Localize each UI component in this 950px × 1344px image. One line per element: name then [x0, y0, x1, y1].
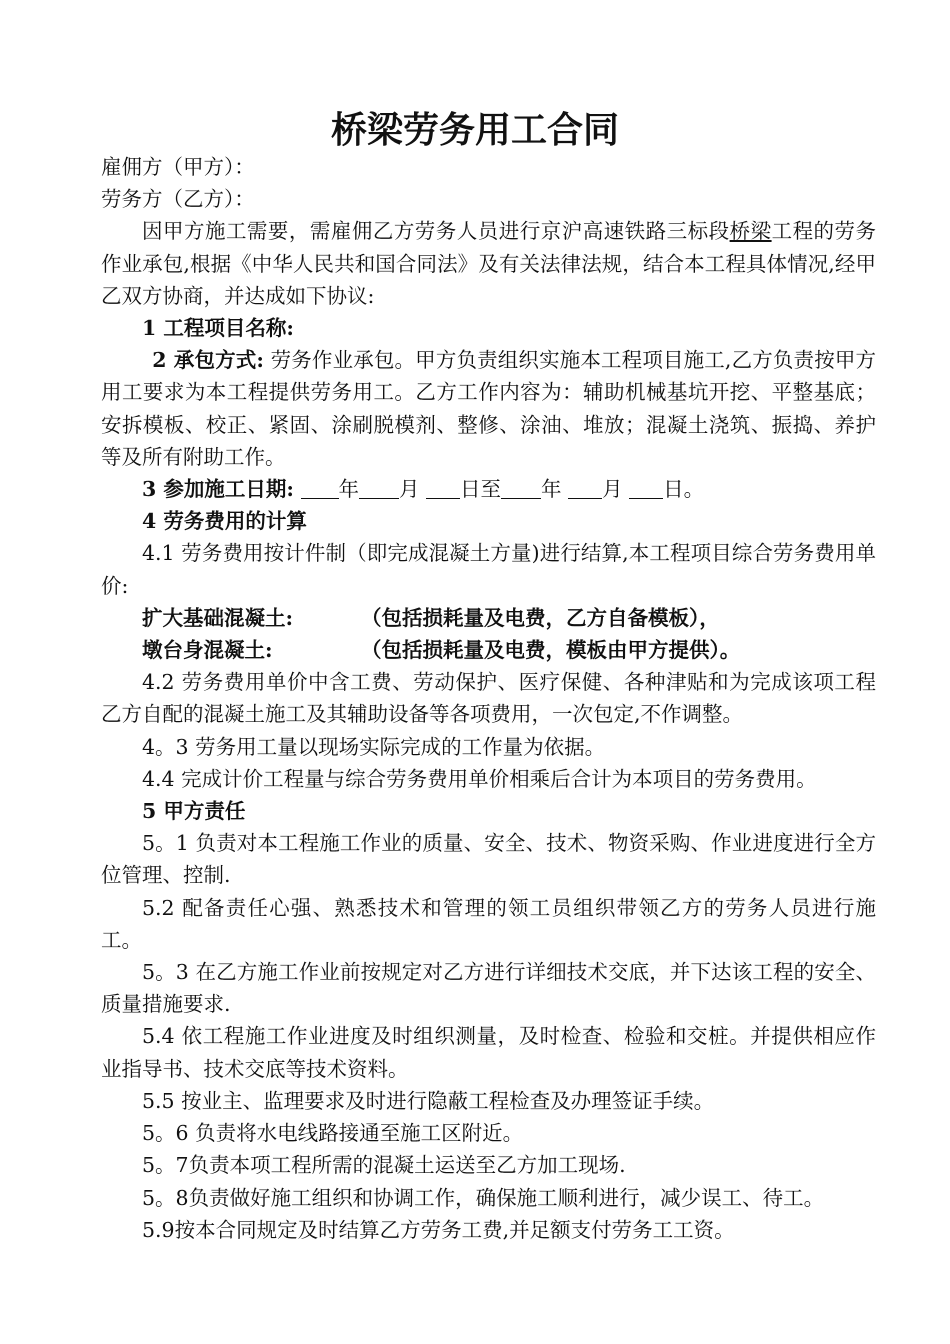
- section-5-item: 5。6 负责将水电线路接通至施工区附近。: [142, 1121, 524, 1146]
- section-5-heading: 5 甲方责任: [142, 799, 246, 824]
- section-5-item: 5.2 配备责任心强、熟悉技术和管理的领工员组织带领乙方的劳务人员进行施工。: [101, 895, 876, 952]
- date-day-2: 日。: [663, 477, 705, 502]
- section-4-2: 4.2 劳务费用单价中含工费、劳动保护、医疗保健、各种津贴和为完成该项工程乙方自配的混凝土施工及其辅助设备等各项费用，一次包定,不作调整。: [101, 670, 876, 727]
- date-blank: [501, 478, 541, 499]
- date-blank: [568, 478, 602, 499]
- intro-text-post: 工程的劳务作业承包,根据《中华人民共和国合同法》及有关法律法规，结合本工程具体情况,经甲乙双方协商，并达成如下协议:: [101, 219, 877, 308]
- date-month-2: 月: [602, 477, 623, 502]
- section-5-item: 5.4 依工程施工作业进度及时组织测量，及时检查、检验和交桩。并提供相应作业指导书、技术交底等技术资料。: [101, 1024, 876, 1081]
- party-a-line: 雇佣方（甲方）：: [101, 155, 255, 179]
- section-4-1: 4.1 劳务费用按计件制（即完成混凝土方量)进行结算,本工程项目综合劳务费用单价:: [101, 541, 876, 598]
- intro-text-pre: 因甲方施工需要，需雇佣乙方劳务人员进行京沪高速铁路三标段: [142, 219, 730, 244]
- intro-paragraph: [101, 215, 876, 312]
- party-b-line: 劳务方（乙方）：: [101, 187, 255, 212]
- date-blank: [359, 478, 399, 499]
- price-row-2-note: （包括损耗量及电费，模板由甲方提供）。: [361, 638, 741, 663]
- section-2-heading: 2 承包方式:: [152, 348, 264, 373]
- price-row-1-label: 扩大基础混凝土:: [142, 605, 294, 630]
- date-blank: [629, 478, 663, 499]
- section-5-item: 5。3 在乙方施工作业前按规定对乙方进行详细技术交底，并下达该工程的安全、质量措施要求.: [101, 960, 876, 1017]
- section-1-heading: 1 工程项目名称:: [142, 316, 294, 341]
- price-row-pier: [101, 634, 876, 666]
- section-2-paragraph: [101, 344, 876, 473]
- price-row-foundation: [101, 602, 876, 634]
- section-4-4: 4.4 完成计价工程量与综合劳务费用单价相乘后合计为本项目的劳务费用。: [142, 766, 817, 791]
- date-blank: [301, 478, 339, 499]
- section-4-3: 4。3 劳务用工量以现场实际完成的工作量为依据。: [142, 734, 606, 759]
- section-3-paragraph: [101, 473, 876, 505]
- document-title: 桥梁劳务用工合同: [330, 110, 619, 151]
- date-year-2: 年: [541, 477, 562, 502]
- date-year-1: 年: [338, 477, 359, 502]
- section-5-item: 5.9按本合同规定及时结算乙方劳务工费,并足额支付劳务工工资。: [142, 1217, 735, 1242]
- section-5-item: 5。7负责本项工程所需的混凝土运送至乙方加工现场.: [142, 1153, 626, 1178]
- section-5-item: 5。8负责做好施工组织和协调工作，确保施工顺利进行，减少误工、待工。: [142, 1185, 825, 1210]
- section-5-item: 5.5 按业主、监理要求及时进行隐蔽工程检查及办理签证手续。: [142, 1088, 715, 1113]
- date-blank: [426, 478, 460, 499]
- section-5-item: 5。1 负责对本工程施工作业的质量、安全、技术、物资采购、作业进度进行全方位管理、控制.: [101, 831, 876, 888]
- section-4-heading: 4 劳务费用的计算: [142, 509, 307, 534]
- section-2-text: 劳务作业承包。甲方负责组织实施本工程项目施工,乙方负责按甲方用工要求为本工程提供劳务用工。乙方工作内容为：辅助机械基坑开挖、平整基底；安拆模板、校正、紧固、涂刷脱模剂、整修、涂油、堆放；混凝土浇筑、振捣、养护等及所有附助工作。: [101, 348, 876, 469]
- intro-underlined-word: 桥梁: [729, 219, 772, 244]
- price-row-1-note: （包括损耗量及电费，乙方自备模板），: [361, 605, 720, 630]
- price-row-2-label: 墩台身混凝土:: [142, 638, 273, 663]
- date-month-1: 月: [399, 477, 420, 502]
- date-day-1: 日至: [460, 477, 502, 502]
- section-3-heading: 3 参加施工日期:: [142, 477, 294, 502]
- contract-body: [101, 151, 876, 1246]
